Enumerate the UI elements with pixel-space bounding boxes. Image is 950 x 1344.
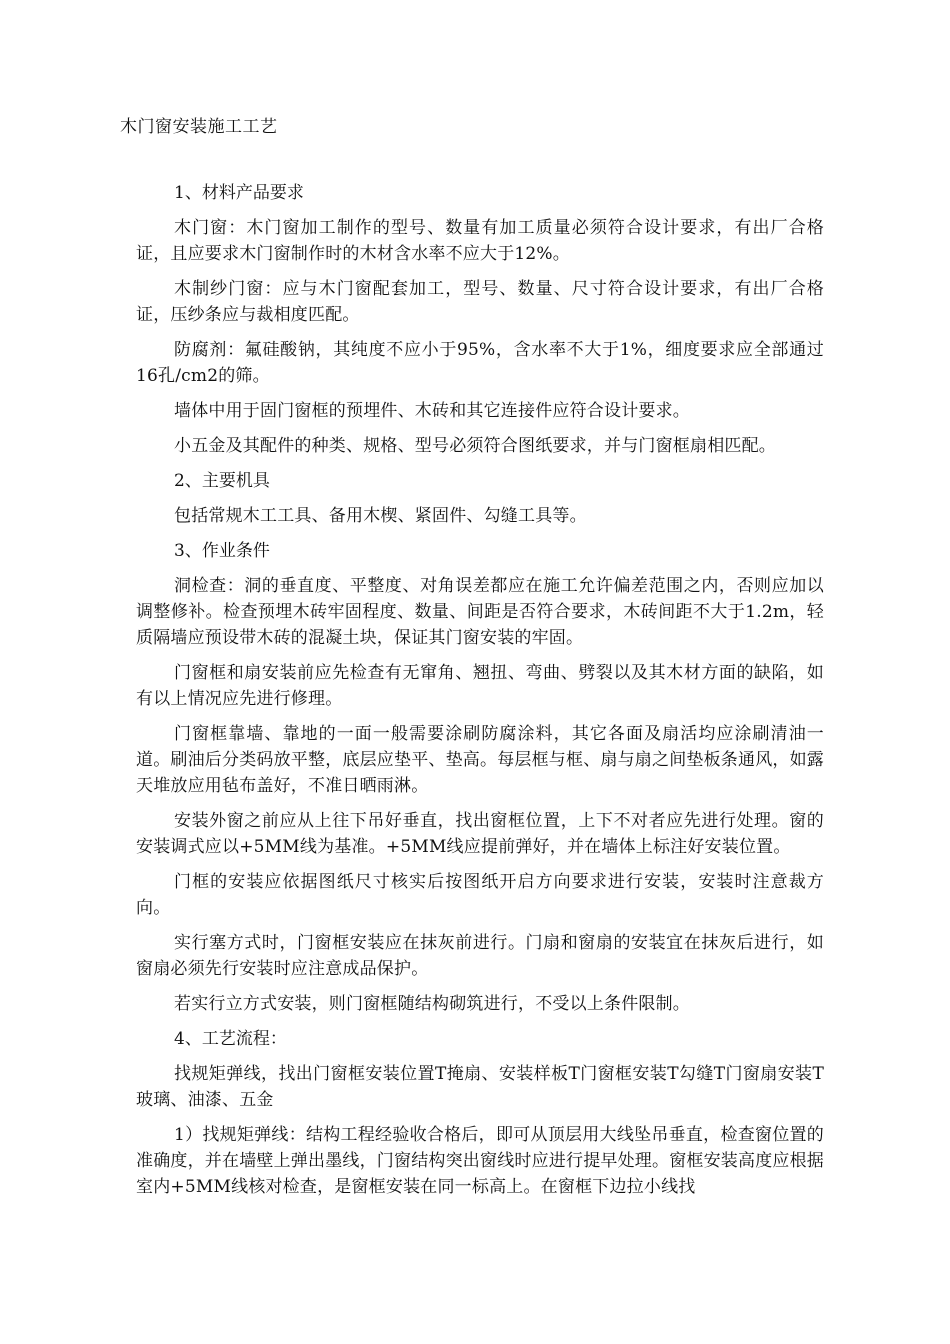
paragraph: 木门窗：木门窗加工制作的型号、数量有加工质量必须符合设计要求，有出厂合格证，且应要求木门窗制作时的木材含水率不应大于12%。 <box>136 218 824 264</box>
paragraph: 防腐剂：氟硅酸钠，其纯度不应小于95%，含水率不大于1%，细度要求应全部通过16孔/cm2的筛。 <box>136 340 824 386</box>
paragraph: 找规矩弹线，找出门窗框安装位置T掩扇、安装样板T门窗框安装T勾缝T门窗扇安装T玻璃、油漆、五金 <box>136 1064 824 1110</box>
paragraph: 若实行立方式安装，则门窗框随结构砌筑进行，不受以上条件限制。 <box>174 994 690 1014</box>
paragraph: 门窗框靠墙、靠地的一面一般需要涂刷防腐涂料，其它各面及扇活均应涂刷清油一道。刷油后分类码放平整，底层应垫平、垫高。每层框与框、扇与扇之间垫板条通风，如露天堆放应用毡布盖好，不准日晒雨淋。 <box>136 724 824 796</box>
paragraph: 包括常规木工工具、备用木楔、紧固件、勾缝工具等。 <box>174 506 587 526</box>
paragraph: 实行塞方式时，门窗框安装应在抹灰前进行。门扇和窗扇的安装宜在抹灰后进行，如窗扇必须先行安装时应注意成品保护。 <box>136 933 824 979</box>
document-body <box>136 180 824 1209</box>
paragraph: 木制纱门窗：应与木门窗配套加工，型号、数量、尺寸符合设计要求，有出厂合格证，压纱条应与裁相度匹配。 <box>136 279 824 325</box>
section-heading: 2、主要机具 <box>174 471 270 491</box>
section-heading: 3、作业条件 <box>174 541 270 561</box>
paragraph: 安装外窗之前应从上往下吊好垂直，找出窗框位置，上下不对者应先进行处理。窗的安装调式应以+5MM线为基准。+5MM线应提前弹好，并在墙体上标注好安装位置。 <box>136 811 824 857</box>
section-heading: 1、材料产品要求 <box>174 183 304 203</box>
section-heading: 4、工艺流程： <box>174 1029 287 1049</box>
paragraph: 门窗框和扇安装前应先检查有无窜角、翘扭、弯曲、劈裂以及其木材方面的缺陷，如有以上情况应先进行修理。 <box>136 663 824 709</box>
paragraph: 1）找规矩弹线：结构工程经验收合格后，即可从顶层用大线坠吊垂直，检查窗位置的准确度，并在墙壁上弹出墨线，门窗结构突出窗线时应进行提早处理。窗框安装高度应根据室内+5MM线核对检查，是窗框安装在同一标高上。在窗框下边拉小线找 <box>136 1125 824 1197</box>
paragraph: 洞检查：洞的垂直度、平整度、对角误差都应在施工允许偏差范围之内，否则应加以调整修补。检查预埋木砖牢固程度、数量、间距是否符合要求，木砖间距不大于1.2m，轻质隔墙应预设带木砖的混凝土块，保证其门窗安装的牢固。 <box>136 576 824 648</box>
paragraph: 墙体中用于固门窗框的预埋件、木砖和其它连接件应符合设计要求。 <box>174 401 690 421</box>
paragraph: 门框的安装应依据图纸尺寸核实后按图纸开启方向要求进行安装，安装时注意裁方向。 <box>136 872 824 918</box>
paragraph: 小五金及其配件的种类、规格、型号必须符合图纸要求，并与门窗框扇相匹配。 <box>174 436 776 456</box>
document-title: 木门窗安装施工工艺 <box>120 117 278 137</box>
